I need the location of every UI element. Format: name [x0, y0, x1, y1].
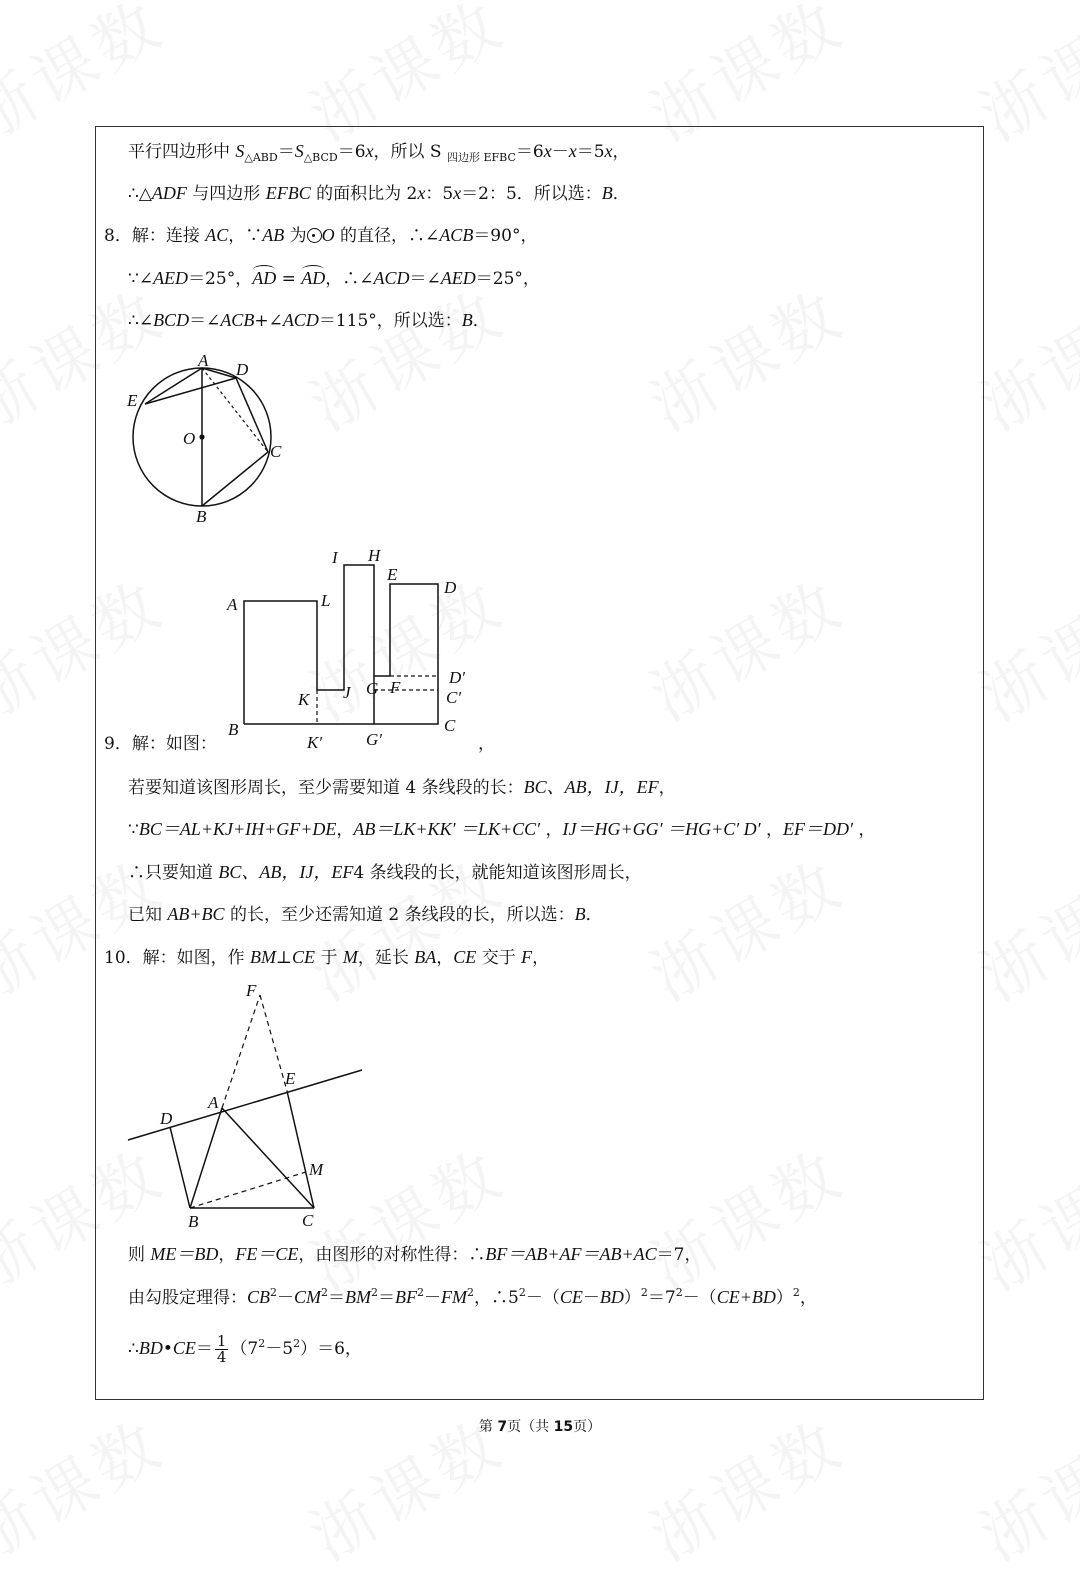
segment-ba [190, 1108, 222, 1208]
exponent: 2 [371, 1286, 379, 1299]
label-c-prime: C′ [446, 688, 462, 707]
label-b: B [188, 1212, 199, 1231]
label-e: E [387, 565, 398, 584]
text: ∴∠ [128, 311, 154, 331]
solution-line [128, 1242, 701, 1267]
exponent: 2 [792, 1286, 800, 1299]
text: ∴△ [128, 184, 152, 204]
text: ． [612, 184, 630, 204]
math-var: F [521, 947, 533, 967]
text: ＝6 [515, 142, 544, 162]
label-k: K [298, 690, 310, 709]
math-var: CE [172, 1338, 196, 1358]
math-var: ACB [439, 225, 474, 245]
subscript: △BCD [303, 151, 338, 164]
text: －（ [682, 1288, 717, 1308]
exponent: 2 [293, 1337, 301, 1350]
math-var: M [342, 947, 358, 967]
label-h: H [368, 546, 381, 565]
text: ，∴∠ [325, 269, 374, 289]
text: ， [852, 820, 876, 840]
text: ＝25°， [188, 269, 253, 289]
text: 已知 [128, 905, 168, 925]
footer-text: 页（共 [507, 1419, 554, 1435]
answer: B [601, 183, 613, 203]
text: ， [658, 778, 676, 798]
math-var: O [321, 225, 335, 245]
text: 若要知道该图形周长，至少需要知道 4 条线段的长： [128, 778, 524, 798]
segment-ac [222, 1108, 314, 1208]
solution-line [128, 1285, 817, 1310]
label-c: C [444, 716, 456, 735]
exponent: 2 [258, 1337, 266, 1350]
exponent: 2 [640, 1286, 648, 1299]
label-d: D [160, 1109, 173, 1128]
text: ）＝6， [300, 1339, 362, 1359]
math-var: AB [262, 225, 285, 245]
answer: B [461, 310, 473, 330]
segment-ec [287, 1091, 314, 1208]
math-var: EF＝DD′ [783, 819, 853, 839]
math-var: CM [294, 1287, 322, 1307]
text: 10．解：如图，作 [104, 948, 251, 968]
label-c: C [302, 1211, 314, 1230]
text: 9．解：如图： [104, 734, 217, 754]
text: ， [218, 1245, 236, 1265]
math-var: x [365, 141, 374, 161]
exponent: 2 [417, 1286, 425, 1299]
math-var: BC＝AL+KJ+IH+GF+DE [138, 819, 337, 839]
answer: B [574, 904, 586, 924]
exponent: 2 [518, 1286, 526, 1299]
text: ＝7 [647, 1288, 676, 1308]
math-var: CE+BD [716, 1287, 776, 1307]
text: ＝6 [337, 142, 366, 162]
label-a: A [227, 595, 238, 614]
label-i: I [332, 548, 338, 567]
label-m: M [309, 1160, 324, 1179]
math-var: FE＝CE [235, 1244, 299, 1264]
text: ＝5 [576, 142, 605, 162]
footer-text: 页） [573, 1419, 602, 1435]
math-var: x [543, 141, 552, 161]
text: ， [478, 734, 495, 754]
text: ，延长 [357, 948, 415, 968]
math-var: CE [453, 947, 477, 967]
text: 的面积比为 2 [310, 184, 418, 204]
math-var: ACB [220, 310, 255, 330]
math-var: CE [292, 947, 316, 967]
text: • [162, 1339, 173, 1359]
text: ∵∠ [128, 269, 154, 289]
text: ， [336, 820, 354, 840]
text: － [424, 1288, 442, 1308]
solution-line [128, 1334, 362, 1365]
math-var: BF [395, 1287, 418, 1307]
text: ∵ [128, 820, 139, 840]
text: ） [775, 1288, 793, 1308]
text: ＝ [195, 1339, 213, 1359]
text: ＝25°， [475, 269, 540, 289]
fraction [215, 1334, 229, 1365]
text: － [582, 1288, 600, 1308]
text: －（ [525, 1288, 560, 1308]
label-d: D [236, 360, 249, 379]
text: = [276, 269, 302, 289]
label-b: B [196, 507, 207, 526]
exponent: 2 [270, 1286, 278, 1299]
text: ：5 [425, 184, 454, 204]
arc-ad: AD [252, 268, 277, 288]
label-c: C [270, 442, 282, 461]
label-d: D [444, 578, 457, 597]
text: ． [585, 905, 603, 925]
text: ， [532, 948, 550, 968]
subscript: △ABD [244, 151, 278, 164]
math-var: BD [138, 1338, 163, 1358]
math-var: ME＝BD [150, 1244, 219, 1264]
label-g-prime: G′ [366, 730, 382, 749]
text: 由勾股定理得： [128, 1288, 247, 1308]
math-var: x [417, 183, 426, 203]
math-var: BM [250, 947, 277, 967]
label-g: G [366, 679, 379, 698]
label-b: B [228, 720, 239, 739]
dash-fe [260, 995, 287, 1091]
text: ， [760, 820, 784, 840]
text: ＝2：5．所以选： [461, 184, 602, 204]
math-var: BD [599, 1287, 624, 1307]
math-var: CE [559, 1287, 583, 1307]
text: 的长，至少还需知道 2 条线段的长，所以选： [224, 905, 575, 925]
text: ∴ [128, 1339, 139, 1359]
subscript: 四边形 EFBC [447, 151, 516, 164]
math-var: BC、AB，IJ，EF [218, 862, 354, 882]
text: ＝7， [656, 1245, 702, 1265]
numerator: 1 [216, 1332, 227, 1350]
text: ， [436, 948, 454, 968]
segment-db [170, 1127, 190, 1208]
text: ． [472, 311, 490, 331]
math-var: AED [440, 268, 476, 288]
math-var: AB+BC [167, 904, 225, 924]
denominator: 4 [216, 1348, 227, 1366]
exponent: 2 [321, 1286, 329, 1299]
text: 为 [284, 226, 307, 246]
text: ， [799, 1288, 817, 1308]
text: ，∵ [228, 226, 263, 246]
math-var: FM [441, 1287, 468, 1307]
text: ，所以 S [373, 142, 447, 162]
math-var: BCD [153, 310, 190, 330]
text: ＝ [277, 142, 295, 162]
text: ＝ [328, 1288, 346, 1308]
text: ⊥ [276, 948, 293, 968]
label-a: A [198, 351, 209, 370]
math-var: BF＝AB+AF＝AB+AC [485, 1244, 657, 1264]
text: ，由图形的对称性得：∴ [298, 1245, 486, 1265]
text: － [551, 142, 569, 162]
text: 于 [315, 948, 343, 968]
math-var: BM [345, 1287, 372, 1307]
math-var: BC、AB，IJ，EF [523, 777, 659, 797]
math-var: AED [153, 268, 189, 288]
text: 4 条线段的长，就能知道该图形周长， [353, 863, 642, 883]
math-var: ACD [373, 268, 410, 288]
text: （7 [230, 1339, 259, 1359]
text: 则 [128, 1245, 151, 1265]
label-j: J [343, 683, 351, 702]
math-var: ACD [282, 310, 319, 330]
math-var: ADF [151, 183, 187, 203]
text: －5 [265, 1339, 294, 1359]
text: 的直径，∴∠ [334, 226, 440, 246]
text: 平行四边形中 [128, 142, 236, 162]
math-var: EFBC [265, 183, 311, 203]
footer-text: 第 [478, 1419, 498, 1435]
text: ＝∠ [189, 311, 221, 331]
label-e: E [285, 1069, 296, 1088]
text: ） [623, 1288, 641, 1308]
text: +∠ [254, 311, 283, 331]
label-o: O [183, 429, 196, 448]
text: ∴只要知道 [128, 863, 219, 883]
text: ， [612, 142, 630, 162]
text: ， [540, 820, 563, 840]
page-number: 7 [497, 1419, 508, 1435]
math-var: CB [247, 1287, 271, 1307]
text: 与四边形 [186, 184, 266, 204]
exponent: 2 [675, 1286, 683, 1299]
dash-af [222, 995, 260, 1108]
label-f: F [246, 981, 257, 1000]
math-var: x [453, 183, 462, 203]
page-total: 15 [553, 1419, 574, 1435]
label-l: L [321, 591, 331, 610]
label-f: F [390, 678, 401, 697]
math-var: x [604, 141, 613, 161]
math-var: BA [414, 947, 437, 967]
text: － [277, 1288, 295, 1308]
arc-ad: AD [301, 268, 326, 288]
math-var: S [235, 141, 245, 161]
text: 8．解：连接 [104, 226, 206, 246]
text: ＝115°，所以选： [318, 311, 462, 331]
math-var: IJ＝HG+GG′ ＝HG+C′ D′ [562, 819, 761, 839]
text: ＝90°， [473, 226, 538, 246]
math-var: AB＝LK+KK′ ＝LK+CC′ [353, 819, 541, 839]
line-de [128, 1070, 362, 1140]
dash-bm [190, 1172, 306, 1208]
label-e: E [127, 391, 138, 410]
label-d-prime: D′ [449, 668, 465, 687]
text: ＝∠ [409, 269, 441, 289]
math-var: AC [205, 225, 229, 245]
page-footer [0, 1416, 1080, 1436]
exponent: 2 [467, 1286, 475, 1299]
label-a: A [208, 1093, 219, 1112]
text: 交于 [476, 948, 522, 968]
math-var: x [568, 141, 577, 161]
math-var: S [294, 141, 304, 161]
text: ＝ [378, 1288, 396, 1308]
label-k-prime: K′ [307, 733, 323, 752]
text: ，∴5 [474, 1288, 519, 1308]
